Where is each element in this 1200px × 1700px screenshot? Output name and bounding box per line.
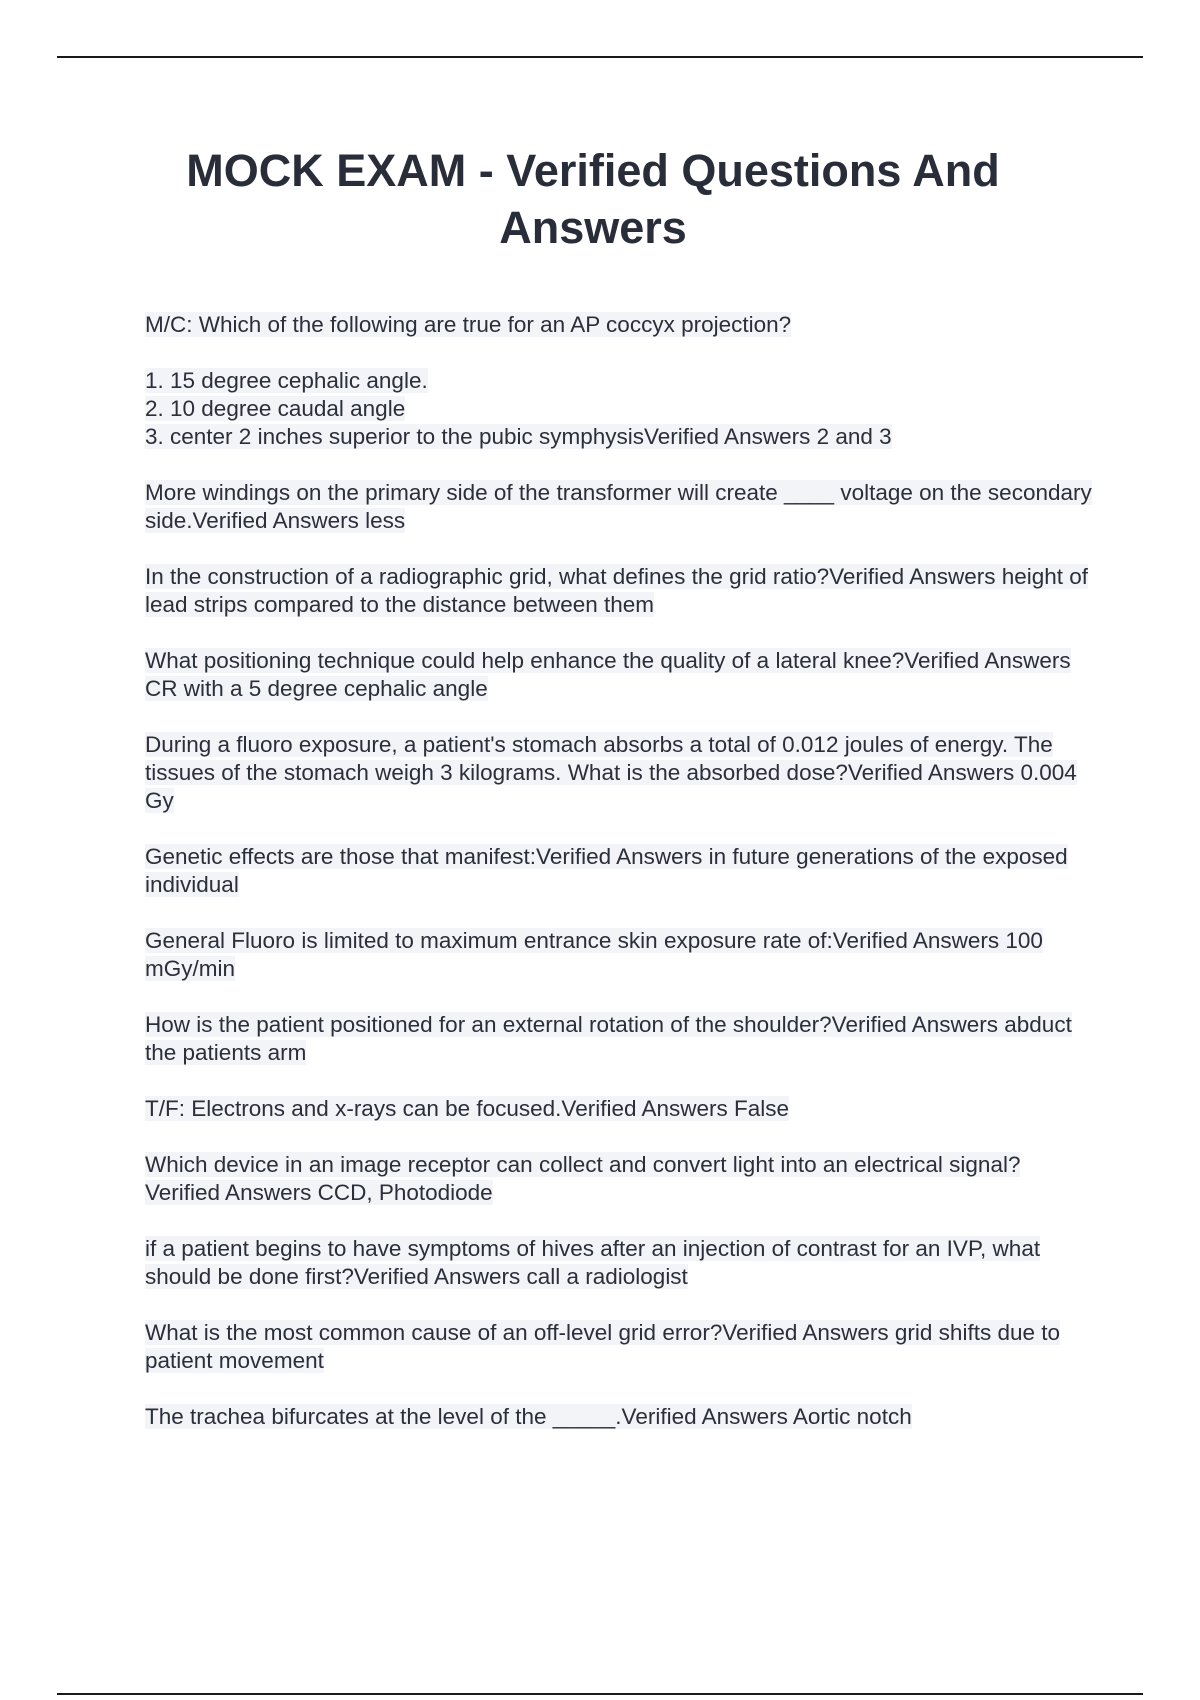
qa-item: [145, 1403, 1095, 1431]
qa-item: [145, 647, 1095, 703]
option-3-with-answer: 3. center 2 inches superior to the pubic symphysisVerified Answers 2 and 3: [145, 424, 892, 449]
option-1: 1. 15 degree cephalic angle.: [145, 368, 428, 393]
qa-item: [145, 927, 1095, 983]
bottom-rule: [57, 1693, 1143, 1695]
title-line-1: MOCK EXAM - Verified Questions And: [186, 145, 1000, 196]
qa-text: What is the most common cause of an off-level grid error?Verified Answers grid shifts due to patient movement: [145, 1320, 1061, 1373]
qa-text: if a patient begins to have symptoms of hives after an injection of contrast for an IVP, what should be done first?Verified Answers call a radiologist: [145, 1236, 1041, 1289]
option-2: 2. 10 degree caudal angle: [145, 396, 406, 421]
qa-text: General Fluoro is limited to maximum entrance skin exposure rate of:Verified Answers 100 mGy/min: [145, 928, 1043, 981]
qa-item: [145, 1151, 1095, 1207]
qa-list: [145, 311, 1095, 1459]
qa-text: Which device in an image receptor can collect and convert light into an electrical signal?Verified Answers CCD, Photodiode: [145, 1152, 1021, 1205]
qa-text: Genetic effects are those that manifest:Verified Answers in future generations of the exposed individual: [145, 844, 1068, 897]
qa-item: [145, 563, 1095, 619]
page-title: [115, 142, 1071, 256]
qa-item: [145, 1319, 1095, 1375]
qa-text: The trachea bifurcates at the level of the _____.Verified Answers Aortic notch: [145, 1404, 912, 1429]
question-text: M/C: Which of the following are true for an AP coccyx projection?: [145, 312, 792, 337]
qa-text: How is the patient positioned for an external rotation of the shoulder?Verified Answers abduct the patients arm: [145, 1012, 1072, 1065]
top-rule: [57, 56, 1143, 58]
qa-text: In the construction of a radiographic grid, what defines the grid ratio?Verified Answers height of lead strips compared to the distance between them: [145, 564, 1089, 617]
qa-text: What positioning technique could help enhance the quality of a lateral knee?Verified Answers CR with a 5 degree cephalic angle: [145, 648, 1071, 701]
title-line-2: Answers: [499, 202, 687, 253]
qa-text: More windings on the primary side of the transformer will create ____ voltage on the secondary side.Verified Answers less: [145, 480, 1092, 533]
qa-item: [145, 843, 1095, 899]
qa-item: [145, 731, 1095, 815]
qa-item-1-prompt: [145, 311, 1095, 339]
qa-text: During a fluoro exposure, a patient's stomach absorbs a total of 0.012 joules of energy. The tissues of the stomach weigh 3 kilograms. What is the absorbed dose?Verified Answers 0.004 Gy: [145, 732, 1077, 813]
qa-item: [145, 1235, 1095, 1291]
qa-item: [145, 479, 1095, 535]
qa-item: [145, 1011, 1095, 1067]
qa-item: [145, 1095, 1095, 1123]
qa-text: T/F: Electrons and x-rays can be focused.Verified Answers False: [145, 1096, 790, 1121]
qa-item-1-options: [145, 367, 1095, 451]
